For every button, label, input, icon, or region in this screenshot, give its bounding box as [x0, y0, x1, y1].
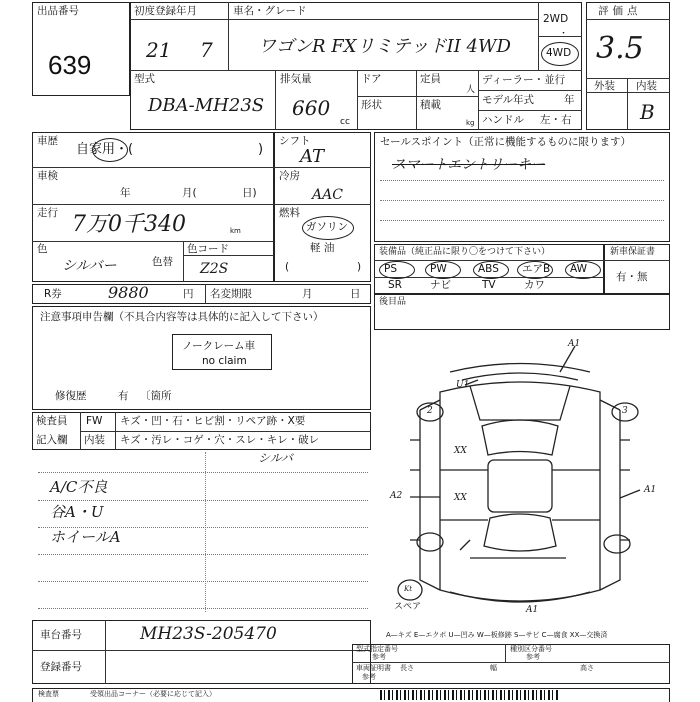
bottom-text: 受領出品コーナー（必要に応じて記入） [90, 690, 216, 698]
mileage-label: 走行 [37, 207, 58, 219]
equipment-item-r2-3: カワ [524, 279, 545, 291]
fuel-diesel: 軽 油 [310, 242, 335, 254]
equipment-item-r2-1: ナビ [430, 279, 451, 291]
sales-point-text: スマートエントリーキー [392, 157, 546, 173]
hand-note-3: ホイールA [50, 528, 121, 546]
dims-length: 長さ [400, 664, 414, 672]
fw-legend: キズ・凹・石・ヒビ割・リペア跡・X要 [120, 415, 306, 427]
hand-note-1: A/C不良 [50, 478, 108, 496]
color-code-label: 色コード [187, 243, 229, 255]
name-change-month: 月 [302, 288, 313, 300]
drive-2wd: 2WD [543, 13, 569, 25]
score-value: 3.5 [596, 31, 644, 66]
drive-4wd: 4WD [546, 47, 572, 59]
equipment-label: 装備品（純正品に限り〇をつけて下さい） [379, 247, 551, 257]
color-value: シルバー [62, 258, 117, 274]
interior-value: B [640, 100, 655, 124]
chassis-label: 車台番号 [40, 629, 82, 641]
color-change-label: 色替 [152, 256, 173, 268]
model-value: DBA-MH23S [148, 95, 265, 116]
lot-label: 出品番号 [37, 5, 79, 17]
mileage-value: 7万0千340 [72, 212, 186, 237]
displacement-unit: cc [340, 117, 350, 127]
fuel-close: ) [357, 261, 362, 273]
recycle-label: R券 [44, 288, 62, 300]
mark-a1-top: A1 [568, 339, 581, 349]
legend-codes: A—キズ E—エクボ U—凹み W—板修跡 S—サビ C—腐食 XX—交換済 [386, 631, 608, 639]
shift-label: シフト [279, 135, 311, 147]
model-year-label: モデル年式 [482, 94, 534, 106]
mark-xx-1: XX [454, 446, 467, 456]
inspection-month: 月( [182, 187, 197, 199]
equipment-item-r2-2: TV [482, 279, 496, 291]
inspector-label: 検査員 [36, 415, 68, 427]
model-year-unit: 年 [564, 94, 575, 106]
lot-number: 639 [48, 50, 92, 80]
fuel-open: ( [285, 261, 290, 273]
entry-label: 記入欄 [36, 434, 68, 446]
car-name-value: ワゴンR FXリミテッドII 4WD [258, 36, 511, 57]
dims-height: 高さ [580, 664, 594, 672]
dims-width: 幅 [490, 664, 497, 672]
door-label: ドア [361, 73, 382, 85]
equipment-item-3: エアB [522, 263, 551, 275]
displacement-value: 660 [292, 96, 331, 120]
recycle-unit: 円 [183, 288, 194, 300]
no-claim-en: no claim [202, 355, 247, 367]
chassis-value: MH23S-205470 [140, 624, 277, 644]
mileage-unit: km [230, 227, 241, 235]
model-label: 型式 [134, 73, 155, 85]
history-close: ) [258, 142, 264, 157]
mark-a1-bottom: A1 [526, 605, 539, 615]
color-label: 色 [37, 243, 48, 255]
name-change-label: 名変期限 [210, 288, 252, 300]
dims-label: 車両証明書 [356, 664, 391, 672]
registration-label: 登録番号 [40, 661, 82, 673]
capacity-label: 定員 [420, 73, 441, 85]
name-change-day: 日 [350, 288, 361, 300]
rear-seat-label: 後目品 [379, 297, 407, 307]
history-value: 自家用・( [76, 142, 134, 157]
recycle-value: 9880 [108, 283, 149, 302]
displacement-label: 排気量 [280, 73, 312, 85]
color-code-value: Z2S [200, 261, 229, 277]
notes-label: 注意事項申告欄（不具合内容等は具体的に記入して下さい） [40, 311, 324, 323]
in-legend: キズ・汚レ・コゲ・穴・スレ・キレ・破レ [120, 434, 320, 446]
equipment-item-4: AW [570, 263, 587, 275]
fuel-gas: ガソリン [306, 221, 348, 233]
spare-label: スペア [394, 602, 422, 612]
mark-a1-right: A1 [644, 485, 657, 495]
warranty-value: 有・無 [616, 271, 648, 283]
ac-label: 冷房 [279, 170, 300, 182]
equipment-item-r2-0: SR [388, 279, 402, 291]
exterior-label: 外装 [594, 80, 615, 92]
repair-value: 有 [118, 390, 129, 402]
inspection-year: 年 [120, 187, 131, 199]
mark-3: 3 [622, 406, 628, 416]
drive-dot: ・ [559, 29, 569, 39]
mark-kt: Kt [404, 585, 413, 593]
handle-label: ハンドル [482, 114, 524, 126]
shift-value: AT [300, 146, 325, 167]
hand-note-top: シルバ [258, 451, 293, 465]
class-no-sub: 参考 [526, 653, 540, 661]
fw-label: FW [86, 415, 103, 427]
shape-label: 形状 [361, 99, 382, 111]
in-label: 内装 [84, 434, 105, 446]
mark-xx-2: XX [454, 493, 467, 503]
class-no-label: 種別区分番号 [510, 645, 552, 653]
score-label: 評価点 [598, 5, 642, 17]
car-name-label: 車名・グレード [233, 5, 307, 17]
capacity-unit: 人 [466, 85, 476, 95]
first-reg-month: 7 [200, 38, 213, 62]
warranty-label: 新車保証書 [610, 247, 656, 257]
repair-place: 〔箇所 [140, 390, 172, 402]
history-label: 車歴 [37, 135, 58, 147]
load-label: 積載 [420, 99, 441, 111]
interior-label: 内装 [636, 80, 657, 92]
mark-a2: A2 [390, 491, 403, 501]
hand-note-2: 谷A・U [50, 503, 104, 521]
barcode [380, 690, 560, 700]
spec-no-label: 型式指定番号 [356, 645, 398, 653]
mark-u1: U1 [456, 380, 470, 390]
inspection-label: 車検 [37, 170, 58, 182]
inspection-day: 日) [242, 187, 257, 199]
no-claim-jp: ノークレーム車 [182, 340, 256, 352]
equipment-item-1: PW [430, 263, 447, 275]
first-reg-label: 初度登録年月 [134, 5, 197, 17]
handle-value: 左・右 [540, 114, 572, 126]
fuel-label: 燃料 [279, 207, 300, 219]
sales-point-label: セールスポイント（正常に機能するものに限ります） [380, 136, 632, 148]
dealer-label: ディーラー・並行 [482, 74, 566, 86]
dims-sub: 参考 [362, 673, 376, 681]
first-reg-year: 21 [146, 38, 172, 62]
ac-value: AAC [312, 187, 343, 203]
equipment-item-2: ABS [478, 263, 499, 275]
equipment-item-0: PS [384, 263, 397, 275]
load-unit: kg [466, 119, 475, 127]
bottom-label: 検査票 [38, 690, 59, 698]
mark-2: 2 [427, 406, 433, 416]
spec-no-sub: 参考 [372, 653, 386, 661]
repair-label: 修復歴 [55, 390, 87, 402]
